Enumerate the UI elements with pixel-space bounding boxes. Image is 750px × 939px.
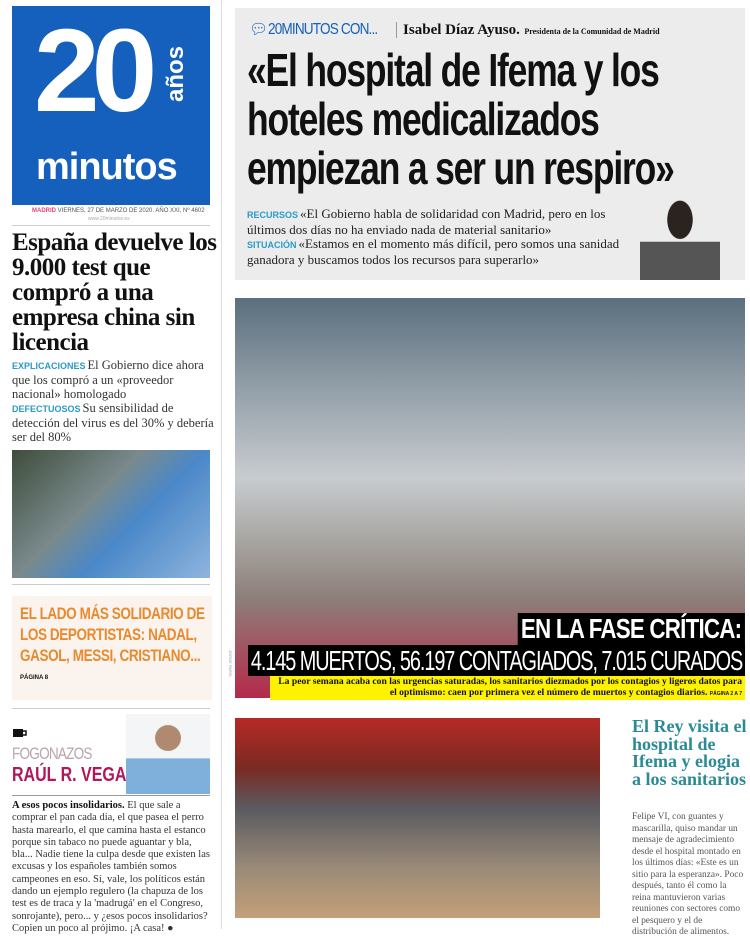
interviewee-photo — [640, 194, 720, 280]
king-visit-photo — [235, 718, 600, 918]
column-divider — [221, 0, 222, 929]
column-title: A esos pocos insolidarios. — [12, 800, 125, 811]
column-body: El que sale a comprar el pan cada día, el que pasea el perro hasta marearlo, el que camina hasta el estanco porque sin tabaco no puede aguantar y bla, bla... Nadie tiene la culpa desde que existen las excusas y los españoles también somos campeones en eso. Sí, vale, los políticos están dando un ejemplo regulero (la chapuza de los test es de traca y la 'madrugá' en el Congreso, sonrojante), pero... y ¿esos pocos insolidarios? Copien un poco al prójimo. ¡A casa! — [12, 800, 210, 934]
interview-quotes — [247, 207, 647, 267]
interview-section: 20MINUTOS CON... — [268, 21, 378, 38]
king-headline[interactable]: El Rey visita el hospital de Ifema y elogia a los sanitarios — [632, 716, 747, 789]
main-summary — [270, 676, 745, 700]
sports-headline: EL LADO MÁS SOLIDARIO DE LOS DEPORTISTAS: NADAL, GASOL, MESSI, CRISTIANO... — [20, 605, 205, 665]
lead-headline[interactable]: España devuelve los 9.000 test que compró a una empresa china sin licencia — [12, 229, 217, 356]
speech-bubble-icon: 💬︎ — [249, 21, 269, 38]
page-reference: PÁGINA 2 A 7 — [709, 691, 742, 697]
divider — [12, 225, 210, 226]
divider — [12, 584, 210, 585]
issue-date: VIERNES, 27 DE MARZO DE 2020. AÑO XXI, Nº 4602 — [57, 208, 205, 214]
end-mark-icon: ● — [167, 922, 174, 934]
lead-photo-health-workers — [12, 450, 210, 578]
sports-teaser[interactable] — [12, 596, 212, 700]
photo-credit: JORGE PARÍS — [228, 650, 233, 677]
king-body: Felipe VI, con guantes y mascarilla, quiso mandar un mensaje de agradecimiento desde el hospital montado en los últimos días: «Este es un sitio para la esperanza». Poco después, tanto él como la reina mantuvieron varias reuniones con sectores como el pesquero y el de distribución de alimentos. — [632, 812, 744, 937]
kicker: DEFECTUOSOS — [12, 404, 81, 414]
interviewee-role: Presidenta de la Comunidad de Madrid — [524, 27, 660, 36]
author-photo — [126, 714, 210, 794]
masthead-logo[interactable] — [12, 6, 210, 205]
interviewee-name: Isabel Díaz Ayuso. — [396, 22, 520, 38]
quote-text: «Estamos en el momento más difícil, pero somos una sanidad ganadora y buscamos todos los recursos para superarlo» — [247, 236, 620, 267]
summary-text: La peor semana acaba con las urgencias saturadas, los sanitarios diezmados por los contagios y ligeros datos para el optimismo: caen por primera vez el número de muertos y contagios diarios. — [278, 676, 742, 698]
column-author: RAÚL R. VEGA — [12, 764, 127, 786]
main-overline: EN LA FASE CRÍTICA: — [518, 613, 745, 645]
main-figures-headline[interactable]: 4.145 MUERTOS, 56.197 CONTAGIADOS, 7.015 CURADOS — [248, 645, 745, 676]
interview-header — [249, 20, 660, 39]
interview-headline[interactable]: «El hospital de Ifema y los hoteles medicalizados empiezan a ser un respiro» — [247, 44, 674, 194]
page-reference: PÁGINA 8 — [20, 675, 49, 681]
coffee-cup-icon — [12, 724, 28, 738]
website: www.20minutos.es — [88, 216, 130, 222]
interview-box[interactable] — [235, 8, 745, 280]
column-section: FOGONAZOS — [12, 744, 92, 763]
divider — [12, 708, 210, 709]
kicker: EXPLICACIONES — [12, 361, 86, 371]
dateline — [32, 208, 205, 214]
kicker: SITUACIÓN — [247, 240, 297, 250]
edition-city: MADRID — [32, 208, 56, 214]
lead-story — [12, 230, 218, 578]
quote-text: «El Gobierno habla de solidaridad con Madrid, pero en los últimos dos días no ha enviado nada de material sanitario» — [247, 206, 606, 237]
column-text — [12, 800, 212, 935]
lead-subheads — [12, 358, 218, 444]
logo-number: 20 — [34, 5, 150, 137]
subhead-text: El Gobierno dice ahora que los compró a un «proveedor nacional» homologado — [12, 358, 204, 401]
divider — [12, 795, 210, 796]
logo-minutos: minutos — [36, 146, 177, 188]
subhead-text: Su sensibilidad de detección del virus es del 30% y debería ser del 80% — [12, 401, 214, 444]
logo-anos: años — [162, 46, 189, 103]
kicker: RECURSOS — [247, 210, 299, 220]
